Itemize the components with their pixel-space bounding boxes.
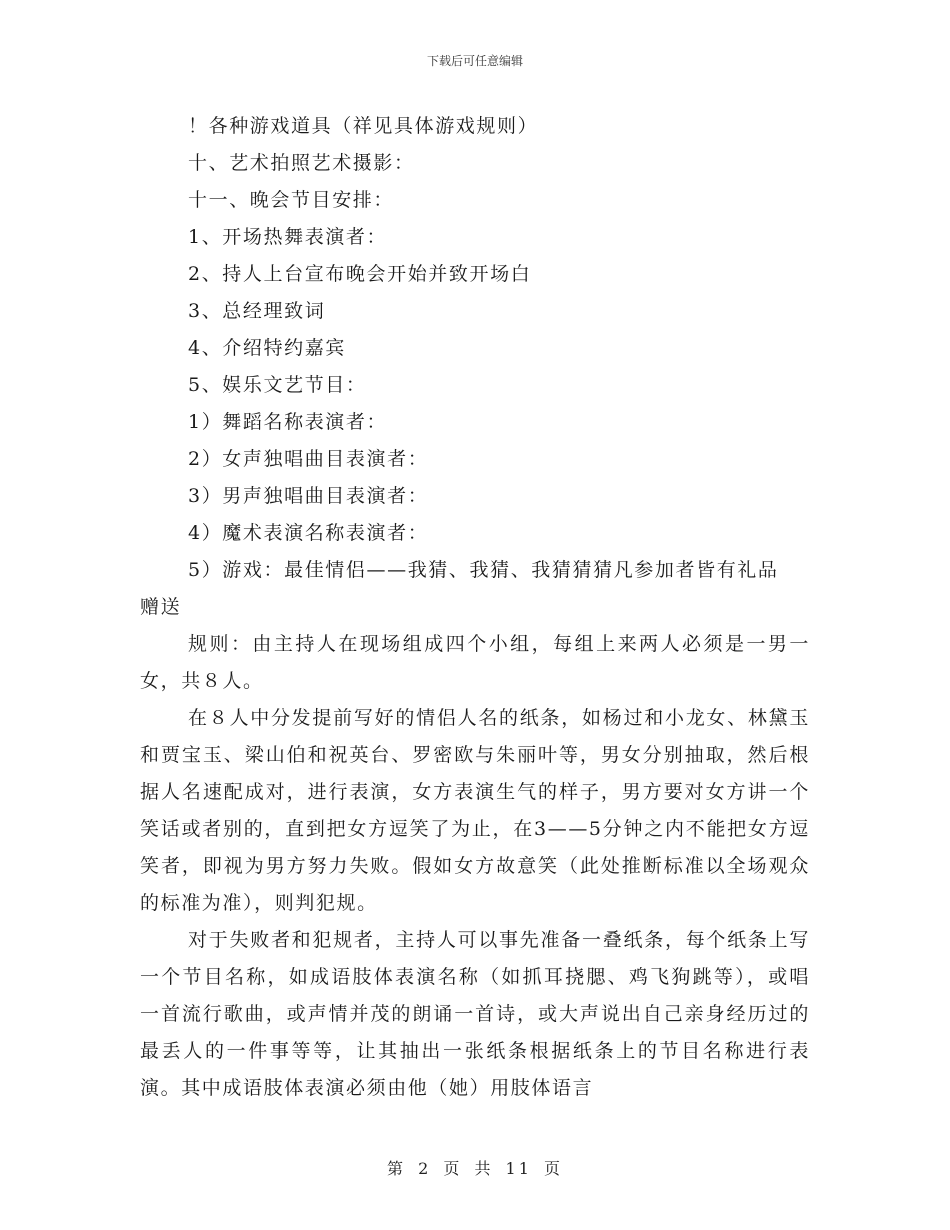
text-line: ！各种游戏道具（祥见具体游戏规则）	[188, 115, 539, 137]
text-line: 十、艺术拍照艺术摄影：	[188, 152, 415, 174]
text-line: 4）魔术表演名称表演者：	[188, 522, 429, 544]
text-line: 2）女声独唱曲目表演者：	[188, 448, 429, 470]
text-line: 4、介绍特约嘉宾	[188, 337, 346, 359]
text-line: 5）游戏：最佳情侣——我猜、我猜、我猜猜猜凡参加者皆有礼品	[188, 559, 779, 581]
text-line: 3）男声独唱曲目表演者：	[188, 485, 429, 507]
page-number: 第 2 页 共 11 页	[387, 1159, 563, 1178]
text-line: 赠送	[140, 596, 182, 618]
penalty-paragraph: 对于失败者和犯规者，主持人可以事先准备一叠纸条，每个纸条上写一个节目名称，如成语肢体表演名称（如抓耳挠腮、鸡飞狗跳等），或唱一首流行歌曲，或声情并茂的朗诵一首诗，或大声说出自己亲身经历过的最丢人的一件事等等，让其抽出一张纸条根据纸条上的节目名称进行表演。其中成语肢体表演必须由他（她）用肢体语言	[140, 929, 810, 1099]
page-header: 下载后可任意编辑	[426, 54, 523, 68]
text-line: 1）舞蹈名称表演者：	[188, 411, 388, 433]
rules-paragraph: 规则：由主持人在现场组成四个小组，每组上来两人必须是一男一女，共８人。	[140, 633, 810, 692]
game-description-paragraph: 在８人中分发提前写好的情侣人名的纸条，如杨过和小龙女、林黛玉和贾宝玉、梁山伯和祝英台、罗密欧与朱丽叶等，男女分别抽取，然后根据人名速配成对，进行表演，女方表演生气的样子，男方要对女方讲一个笑话或者别的，直到把女方逗笑了为止，在3——5分钟之内不能把女方逗笑者，即视为男方努力失败。假如女方故意笑（此处推断标准以全场观众的标准为准），则判犯规。	[140, 707, 810, 914]
document-body	[140, 108, 810, 1107]
text-line: 3、总经理致词	[188, 300, 326, 322]
text-line: 十一、晚会节目安排：	[188, 189, 395, 211]
text-line: 1、开场热舞表演者：	[188, 226, 388, 248]
text-line: 5、娱乐文艺节目：	[188, 374, 367, 396]
text-line: 2、持人上台宣布晚会开始并致开场白	[188, 263, 532, 285]
